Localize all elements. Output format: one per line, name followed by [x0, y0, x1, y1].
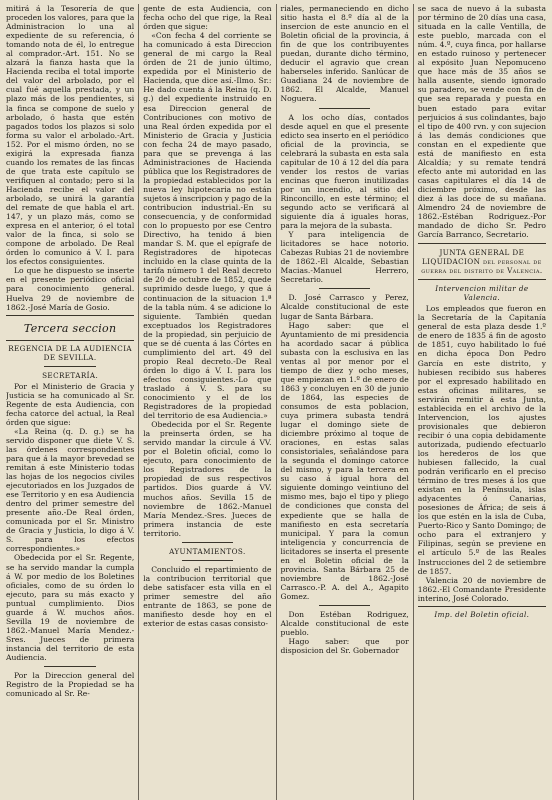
column-4: [413, 4, 546, 800]
ayuntamientos-heading: AYUNTAMIENTOS.: [169, 546, 246, 556]
divider: [418, 606, 546, 607]
article-paragraph: Concluido el repartimiento de la contribucion territorial que debe satisfacer esta villa en el primer semestre del año entrante de 1863, se pone de manifiesto desde hoy en el exterior de estas casas consisto-: [143, 564, 272, 629]
junta-box: [418, 243, 546, 280]
article-paragraph: Los empleados que fueron en la Secretaría de la Capitanía general de esta plaza desde 1.º de enero de 1835 á fin de agosto de 1851, cuyo habilitado lo fué en dicha época Don Pedro García en este distrito, y hubiesen recibido sus haberes por el expresado habilitado en estas oficinas militares, se servirán remitir á esta Junta, establecida en el archivo de la Intervencion, los ajustes provisionales que debieron recibir ó una copia debidamente autorizada, pudiendo efectuarlo los herederos de los que hubiesen fallecido, la cual podrán verificarlo en el preciso término de tres meses á los que existan en la Península, islas adyacentes ó Canarias, posesiones de África; de seis á los que estén en la isla de Cuba, Puerto-Rico y Santo Domingo; de ocho para el extranjero y Filipinas, según se previene en el artículo 5.º de las Reales Instrucciones del 2 de setiembre de 1857.: [417, 304, 546, 576]
divider: [44, 366, 95, 367]
article-paragraph: Y para inteligencia de licitadores se hace notorio. Cabezas Rubias 21 de noviembre de 1862.-El Alcalde, Sebastian Macias.-Manuel Herrero, Secretario.: [280, 230, 409, 285]
article-paragraph: Obedecida por el Sr. Regente la preinserta órden, se ha servido mandar la circule á VV. por el Boletin oficial, como lo ejecuto, para conocimiento de los Registradores de la propiedad de sus respectivos partidos. Dios guarde á VV. muchos años. Sevilla 15 de noviembre de 1862.-Manuel María Mendez.-Sres. Jueces de primera instancia de este territorio.: [143, 420, 272, 538]
divider: [319, 288, 370, 289]
junta-heading: JUNTA GENERAL DE LIQUIDACION del personal de guerra del distrito de Valencia.: [421, 248, 543, 276]
column-3: [276, 4, 409, 800]
article-paragraph: A los ocho días, contados desde aquel en que el presente edicto sea inserto en el periódico oficial de la provincia, se celebrará la subasta en esta sala capitular de 10 á 12 del día para vender los restos de varias encinas que fueron inutilizadas por un incendio, al sitio del Rinconcillo, en este término; el segundo acto se verificará al siguiente día á iguales horas, para la mejora de la subasta.: [280, 112, 409, 231]
article-paragraph: D. José Carrasco y Perez, Alcalde constitucional de este lugar de Santa Bárbara.: [280, 293, 409, 321]
article-paragraph: «Con fecha 4 del corriente se ha comunicado á esta Direccion general de mi cargo la Real órden de 21 de junio último, expedida por el Ministerio de Hacienda, que dice así.-Ilmo. Sr.: He dado cuenta á la Reina (q. D. g.) del expediente instruido en esa Direccion general de Contribuciones con motivo de una Real órden expedida por el Ministerio de Gracia y Justicia con fecha 24 de mayo pasado, para que se prevenga á las Administraciones de Hacienda pública que los Registradores de la propiedad establecidos por la nueva ley hipotecaria no están sujetos á inscripcion y pago de la contribucion industrial.-En su consecuencia, y de conformidad con lo propuesto por ese Centro Directivo, ha tenido á bien mandar S. M. que el epígrafe de Registradores de hipotecas incluido en la clase quinta de la tarifa número 1 del Real decreto de 20 de octubre de 1852, quede suprimido desde luego, y que á continuacion de la situacion 1.ª de la tabla núm. 4 se adicione lo siguiente. También quedan exceptuados los Registradores de la propiedad, sin perjuicio de que se dé cuenta á las Córtes en cumplimiento del art. 49 del propio Real decreto.-De Real órden lo digo á V. I. para los efectos consiguientes.-Lo que traslado á V. S. para su conocimiento y el de los Registradores de la propiedad del territorio de esa Audiencia.»: [143, 31, 272, 421]
article-paragraph: «La Reina (q. D. g.) se ha servido disponer que diete V. S. las órdenes correspondientes para que á la mayor brevedad se remitan á este Ministerio todas las hojas de los negocios civiles ejecutoriados en los Juzgados de ese Territorio y en esa Audiencia dentro del primer semestre del presente año.-De Real órden, comunicada por el Sr. Ministro de Gracia y Justicia, lo digo á V. S. para los efectos correspondientes.»: [6, 426, 135, 554]
column-1: [6, 4, 134, 800]
printer-footer: Imp. del Boletin oficial.: [434, 609, 530, 619]
section-heading: Tercera seccion: [23, 321, 117, 335]
article-paragraph: mitirá á la Tesorería de que proceden los valores, para que la Administracion lo una al expediente de su referencia, ó tomando nota de él, lo entregue al comprador.-Art. 151. No se alzará la fianza hasta que la Hacienda reciba el total importe del valor del arbolado, por el cual fué aquella prestada, y un plazo más de los pendientes, si la finca se compone de suelo y arbolado, ó hasta que estén pagados todos los plazos si solo forma su valor el arbolado.-Art. 152. Por el mismo órden, no se exigirá la expresada fianza cuando los remates de las fincas de que trata este capítulo se verifiquen al contado; pero si la Hacienda recibe el valor del arbolado, se unirá la garantía del remate de que habla el art. 147, y un plazo más, como se expresa en el anterior, ó el total valor de la finca, si solo se compone de arbolado. De Real órden lo comunico á V. I. para los efectos consiguientes.: [6, 4, 135, 267]
article-paragraph: Por la Direccion general del Registro de la Propiedad se ha comunicado al Sr. Re-: [6, 671, 135, 699]
article-paragraph: Valencia 20 de noviembre de 1862.-El Comandante Presidente interino, José Colorado.: [417, 575, 546, 603]
article-paragraph: Hago saber: que por disposicion del Sr. Gobernador: [280, 637, 409, 656]
divider: [6, 340, 134, 341]
article-paragraph: Obedecida por el Sr. Regente, se ha servido mandar la cumpla á W. por medio de los Boletines oficiales, como de su órden lo ejecuto, para su más exacto y puntual cumplimiento. Dios guarde á W. muchos años. Sevilla 19 de noviembre de 1862.-Manuel María Mendez.-Sres. Jueces de primera instancia del territorio de esta Audiencia.: [6, 553, 135, 662]
intervencion-heading: Intervencion militar de Valencia.: [435, 284, 529, 303]
article-paragraph: gente de esta Audiencia, con fecha ocho del que rige, la Real órden que sigue:: [143, 4, 272, 32]
divider: [182, 542, 233, 543]
article-paragraph: Lo que he dispuesto se inserte en el presente periódico oficial para conocimiento general. Huelva 29 de noviembre de 1862.-José María de Gosio.: [6, 266, 135, 312]
regencia-heading: REGENCIA DE LA AUDIENCIA DE SEVILLA.: [8, 343, 133, 362]
article-paragraph: se saca de nuevo á la subasta por término de 20 días una casa, situada en la calle Ventilla, de este pueblo, marcada con el núm. 4.º, cuya finca, por hallarse en estado ruinoso y pertenecer al expósito Juan Nepomuceno que hace más de 35 años se halla ausente, siendo ignorado su paradero, se vende con fin de que sea reparada y puesta en buen estado para evitar perjuicios á sus colindantes, bajo el tipo de 400 rvn. y con sujecion á las demás condiciones que constan en el expediente que está de manifiesto en esta Alcaldía; y su remate tendrá efecto ante mi autoridad en las casas capitulares el día 14 de diciembre próximo, desde las diez á las doce de su mañana. Almendro 24 de noviembre de 1862.-Estéban Rodriguez.-Por mandado de dicho Sr. Pedro García Barranco, Secretario.: [417, 4, 546, 240]
column-2: [138, 4, 271, 800]
article-paragraph: Por el Ministerio de Gracia y Justicia se ha comunicado al Sr. Regente de esta Audiencia, con fecha catorce del actual, la Real órden que sigue:: [6, 381, 135, 427]
divider: [44, 666, 95, 667]
secretaria-heading: SECRETARÍA.: [42, 370, 99, 380]
article-paragraph: Hago saber: que el Ayuntamiento de mi presidencia ha acordado sacar á pública subasta con la esclusiva en las ventas al por menor por el tiempo de diez y ocho meses, que empiezan en 1.º de enero de 1863 y concluyen en 30 de junio de 1864, las especies de consumos de esta poblacion, cuya primera subasta tendrá lugar el domingo siete de diciembre próximo al toque de oraciones, en estas salas consistoriales, señalándose para la segunda el domingo catorce del mismo, y para la tercera en su caso á igual hora del siguiente domingo veintiuno del mismo mes, bajo el tipo y pliego de condiciones que consta del expediente que se halla de manifiesto en esta secretaría municipal. Y para la comun inteligencia y concurrencia de licitadores se inserta el presente en el Boletin oficial de la provincia. Santa Bárbara 25 de noviembre de 1862.-José Carrasco.-P. A. del A., Agapito Gomez.: [280, 320, 409, 601]
divider: [319, 605, 370, 606]
article-paragraph: Don Estéban Rodriguez, Alcalde constitucional de este pueblo.: [280, 610, 409, 638]
article-paragraph: riales, permaneciendo en dicho sitio hasta el 8.º día al de la insercion de este anuncio en el Boletin oficial de la provincia, á fin de que los contribuyentes puedan, durante dicho término, deducir el agravio que crean haberseles inferido. Sanlúcar de Guadiana 24 de noviembre de 1862. El Alcalde, Manuel Noguera.: [280, 4, 409, 104]
divider: [182, 560, 233, 561]
divider: [319, 108, 370, 109]
divider: [6, 315, 134, 316]
